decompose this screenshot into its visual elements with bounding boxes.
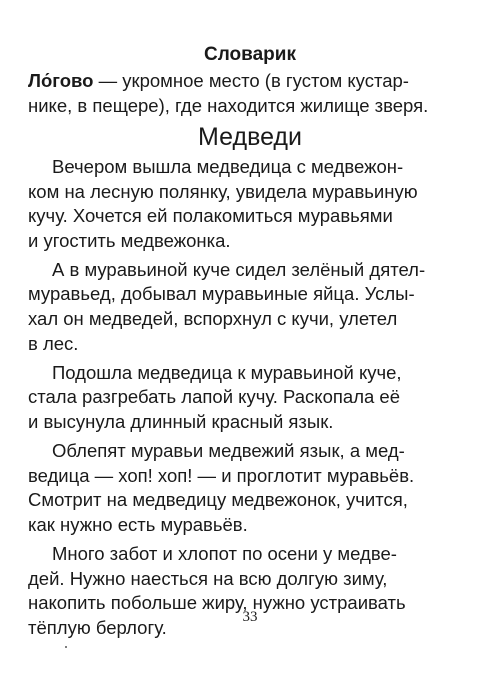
paragraph-line: как нужно есть муравьёв. [28,513,248,535]
paragraph-line: Вечером вышла медведица с медвежон- [52,156,404,177]
paragraph-line: Подошла медведица к муравьиной куче, [52,361,402,383]
vocabulary-entry [28,68,483,118]
vocabulary-line-1 [28,68,483,93]
paragraph-line: ведица — хоп! хоп! — и проглотит муравьёв. [28,464,415,486]
paragraph-line: накопить побольше жиру, нужно устраивать [28,592,406,614]
paragraph-line: Много забот и хлопот по осени у медве- [52,542,397,564]
paragraph-line: и угостить медвежонка. [28,229,231,251]
paragraph-line: тёплую берлогу. [28,616,167,638]
paragraph-line: хал он медведей, вспорхнул с кучи, улетел [28,308,398,330]
paragraph-line: в лес. [28,332,79,354]
story-paragraph [28,439,483,537]
story-paragraph [28,258,483,356]
paragraph-line: ком на лесную полянку, увидела муравьиную [28,180,418,202]
paragraph-line: и высунула длинный красный язык. [28,410,334,432]
paragraph-line: А в муравьиной куче сидел зелёный дятел- [52,258,426,280]
vocabulary-definition-part-1: — укромное место (в густом кустар- [93,70,409,91]
vocabulary-line-2: нике, в пещере), где находится жилище зверя. [28,95,429,116]
print-speck [65,646,67,648]
paragraph-line: Облепят муравьи медвежий язык, а мед- [52,440,405,462]
vocabulary-term: Ло́гово [28,70,94,91]
paragraph-line: дей. Нужно наесться на всю долгую зиму, [28,567,388,589]
story-paragraph [28,361,483,435]
paragraph-line: стала разгребать лапой кучу. Раскопала её [28,386,400,408]
paragraph-line: муравьед, добывал муравьиные яйца. Услы- [28,283,415,305]
story-paragraph [28,155,483,253]
paragraph-line: Смотрит на медведицу медвежонок, учится, [28,489,408,511]
story-title: Медведи [198,123,302,151]
vocabulary-heading: Словарик [204,44,296,65]
page-number: 33 [242,609,258,625]
paragraph-line: кучу. Хочется ей полакомиться муравьями [28,205,393,227]
story-text [28,155,483,645]
